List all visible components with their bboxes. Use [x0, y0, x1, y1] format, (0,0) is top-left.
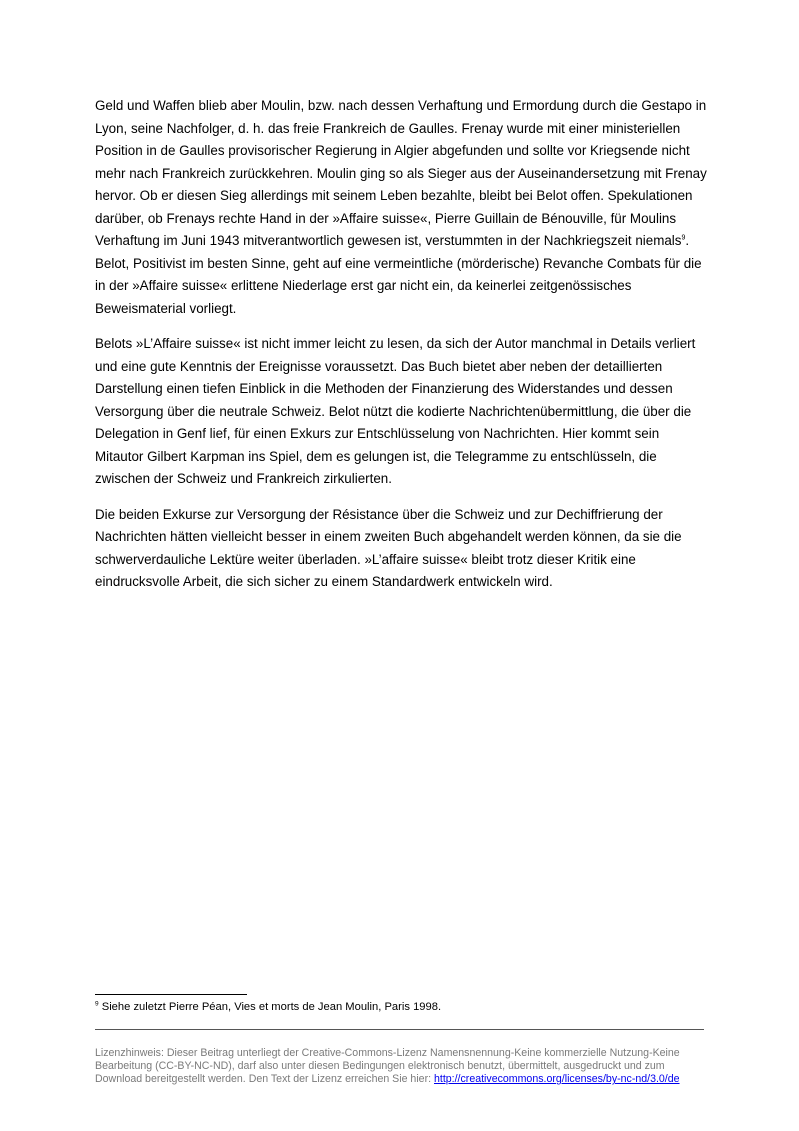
- paragraph-1: [95, 95, 707, 320]
- paragraph-3: Die beiden Exkurse zur Versorgung der Résistance über die Schweiz und zur Dechiffrierung der Nachrichten hätten vielleicht besser in einem zweiten Buch abgehandelt werden können, da sie die schwerverdauliche Lektüre weiter überladen. »L’affaire suisse« bleibt trotz dieser Kritik eine eindrucksvolle Arbeit, die sich sicher zu einem Standardwerk entwickeln wird.: [95, 506, 682, 589]
- paragraph-1-text-start: Geld und Waffen blieb aber Moulin, bzw. nach dessen Verhaftung und Ermordung durch die Gestapo in Lyon, seine Nachfolger, d. h. das freie Frankreich de Gaulles. Frenay wurde mit einer ministeriellen Position in de Gaulles provisorischer Regierung in Algier abgefunden und sollte vor Kriegsende nicht mehr nach Frankreich zurückkehren. Moulin ging so als Sieger aus der Auseinandersetzung mit Frenay hervor. Ob er diesen Sieg allerdings mit seinem Leben bezahlte, bleibt bei Belot offen. Spekulationen darüber, ob Frenays rechte Hand in der »Affaire suisse«, Pierre Guillain de Bénouville, für Moulins Verhaftung im Juni 1943 mitverantwortlich gewesen ist, verstummten in der Nachkriegszeit niemals: [95, 98, 707, 248]
- footnote-separator: [95, 994, 247, 995]
- footnote-text: Siehe zuletzt Pierre Péan, Vies et morts de Jean Moulin, Paris 1998.: [98, 1001, 442, 1013]
- body-text: [95, 95, 707, 607]
- paragraph-1-text-end: . Belot, Positivist im besten Sinne, geht auf eine vermeintliche (mörderische) Revanche Combats für die in der »Affaire suisse« erlittene Niederlage erst gar nicht ein, da keinerlei zeitgenössisches Beweismaterial vorliegt.: [95, 233, 702, 316]
- footnote-reference[interactable]: 9: [681, 234, 686, 242]
- license-notice: [95, 1047, 707, 1086]
- license-text: Lizenzhinweis: Dieser Beitrag unterliegt der Creative-Commons-Lizenz Namensnennung-Keine kommerzielle Nutzung-Keine Bearbeitung (CC-BY-NC-ND), darf also unter diesen Bedingungen elektronisch benutzt, übermittelt, ausgedruckt und zum Download bereitgestellt werden. Den Text der Lizenz erreichen Sie hier:: [95, 1047, 680, 1085]
- footer-separator: [95, 1029, 704, 1030]
- license-link[interactable]: http://creativecommons.org/licenses/by-nc-nd/3.0/de: [434, 1073, 680, 1085]
- footnote-number: 9: [95, 1000, 99, 1008]
- paragraph-2: Belots »L’Affaire suisse« ist nicht immer leicht zu lesen, da sich der Autor manchmal in Details verliert und eine gute Kenntnis der Ereignisse voraussetzt. Das Buch bietet aber neben der detaillierten Darstellung einen tiefen Einblick in die Methoden der Finanzierung des Widerstandes und dessen Versorgung über die neutrale Schweiz. Belot nützt die kodierte Nachrichtenübermittlung, die über die Delegation in Genf lief, für einen Exkurs zur Entschlüsselung von Nachrichten. Hier kommt sein Mitautor Gilbert Karpman ins Spiel, dem es gelungen ist, die Telegramme zu entschlüsseln, die zwischen der Schweiz und Frankreich zirkulierten.: [95, 336, 696, 486]
- footnote: [95, 999, 707, 1015]
